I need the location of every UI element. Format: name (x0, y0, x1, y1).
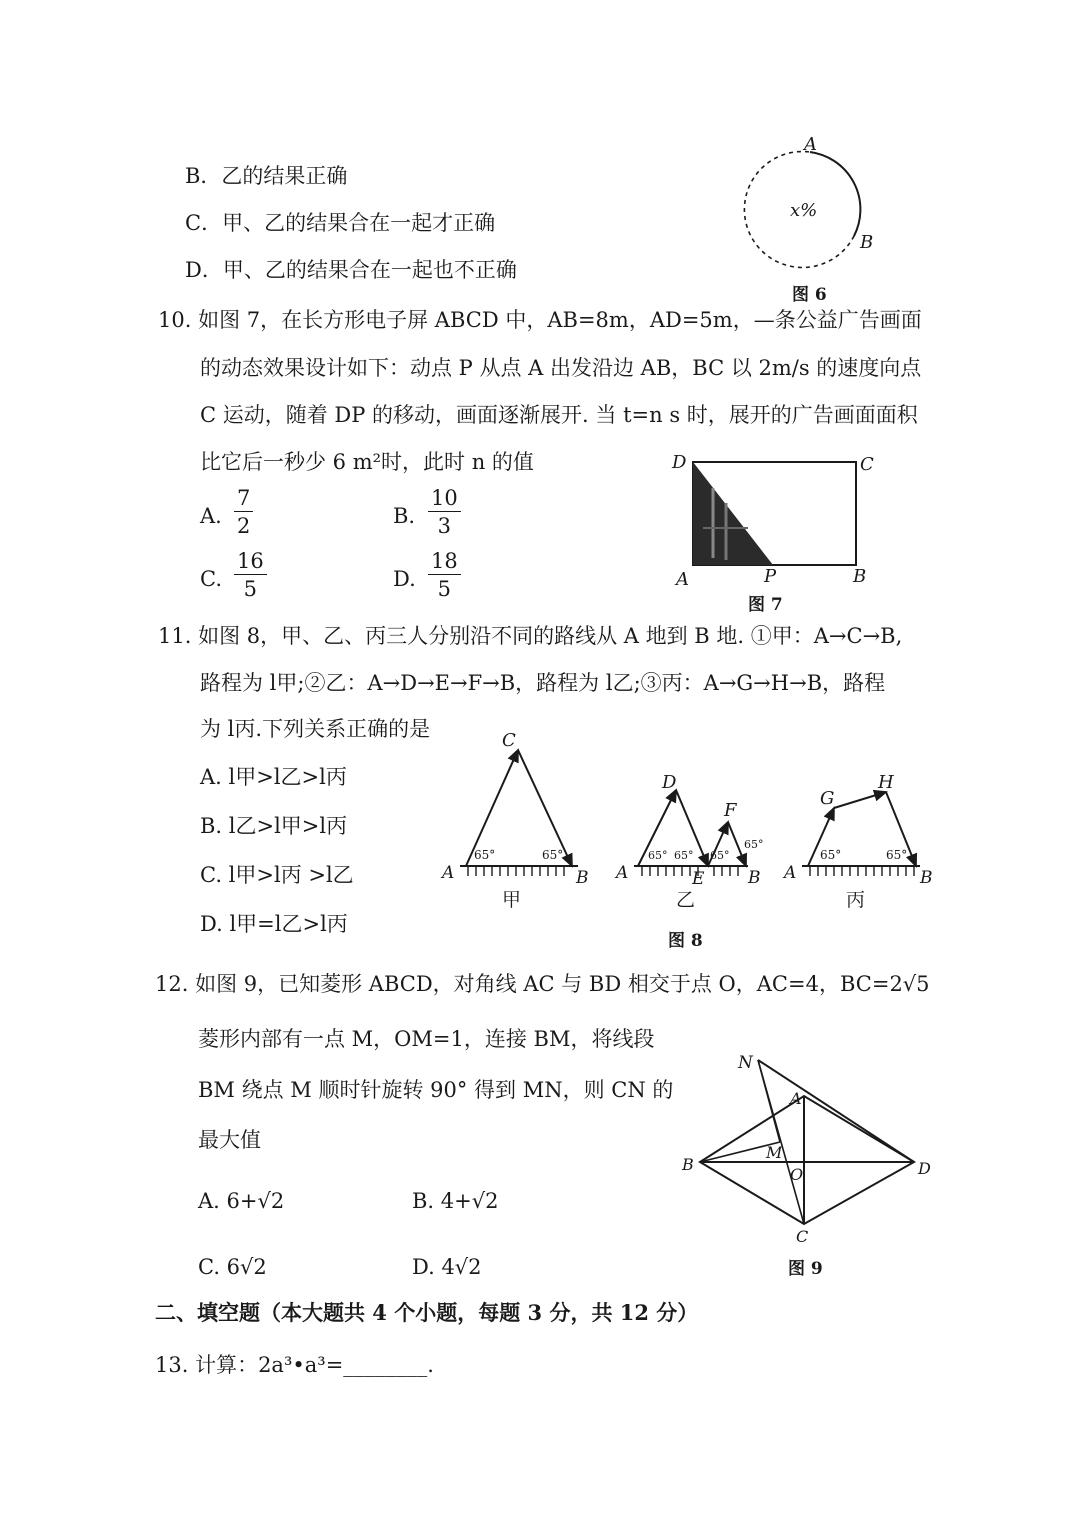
fig7-label-p: P (764, 566, 777, 587)
fig8-caption-jia: 甲 (502, 889, 522, 911)
fig8-caption-yi: 乙 (676, 889, 696, 911)
q12-line3: BM 绕点 M 顺时针旋转 90° 得到 MN，则 CN 的 (198, 1078, 674, 1102)
fig9-rhombus (700, 1096, 914, 1224)
fig8-label-f: F (724, 800, 737, 821)
figure-8 (438, 728, 938, 918)
fig8-label-g: G (820, 788, 835, 809)
fig9-label-n: N (738, 1053, 753, 1073)
fig8-caption-bing: 丙 (846, 889, 866, 911)
fig8-label-e: E (692, 869, 705, 889)
fig9-label-o: O (790, 1165, 804, 1184)
q10-option-a-fraction: $\frac{7}{2}$ (234, 485, 253, 540)
fig6-label-a: A (804, 134, 817, 155)
q10-option-c-label: C. (200, 567, 222, 591)
q11-line1: 11. 如图 8，甲、乙、丙三人分别沿不同的路线从 A 地到 B 地. ①甲：A→C→B, (158, 624, 903, 648)
fig8-jia-angle-a: 65° (474, 848, 496, 862)
q10-option-b-fraction: $\frac{10}{3}$ (428, 485, 461, 540)
fig8-yi (614, 772, 764, 911)
figure-7 (668, 448, 888, 593)
q11-option-b: B. l乙>l甲>l丙 (200, 814, 348, 838)
fig9-label-a: A (790, 1089, 802, 1108)
fig8-label-c: C (502, 730, 516, 751)
q10-line1: 10. 如图 7，在长方形电子屏 ABCD 中，AB=8m，AD=5m，—条公益广告画面 (158, 308, 922, 332)
q11-option-a: A. l甲>l乙>l丙 (200, 765, 347, 789)
q10-option-d-fraction: $\frac{18}{5}$ (428, 548, 461, 603)
q9-option-d: D．甲、乙的结果合在一起也不正确 (185, 258, 517, 282)
figure-9 (676, 1046, 946, 1246)
q9-option-c: C．甲、乙的结果合在一起才正确 (185, 211, 496, 235)
fig8-jia (440, 730, 589, 911)
fig8-bing-label-a: A (784, 863, 797, 883)
q12-line2: 菱形内部有一点 M，OM=1，连接 BM，将线段 (198, 1027, 655, 1051)
fig7-shaded-region (693, 462, 773, 565)
q10-line4: 比它后一秒少 6 m²时，此时 n 的值 (200, 450, 534, 474)
fig7-label-b: B (853, 566, 867, 587)
fig7-label-d: D (672, 452, 687, 473)
fig7-label-a: A (676, 569, 689, 590)
fig9-caption: 图 9 (788, 1259, 823, 1279)
fig8-bing-angle-b: 65° (886, 848, 908, 862)
q13-text: 13. 计算：2a³•a³=________. (155, 1353, 434, 1377)
fig8-bing (782, 772, 933, 911)
q11-line3: 为 l丙.下列关系正确的是 (200, 717, 431, 741)
fig8-yi-angle-1: 65° (648, 849, 668, 862)
fig8-bing-angle-a: 65° (820, 848, 842, 862)
q10-option-c-fraction: $\frac{16}{5}$ (234, 548, 267, 603)
q12-option-d: D. 4√2 (412, 1255, 482, 1279)
fig6-label-b: B (860, 232, 874, 253)
fig8-bing-label-b: B (920, 868, 933, 888)
fig7-caption: 图 7 (748, 595, 783, 615)
q11-line2: 路程为 l甲;②乙：A→D→E→F→B，路程为 l乙;③丙：A→G→H→B，路程 (200, 671, 886, 695)
fig8-yi-label-b: B (748, 868, 761, 888)
q10-option-d-label: D. (393, 567, 416, 591)
fig8-yi-angle-2: 65° (674, 849, 694, 862)
fig8-yi-angle-3: 65° (710, 849, 730, 862)
fig9-label-m: M (766, 1143, 783, 1162)
q12-line4: 最大值 (198, 1128, 261, 1152)
fig8-caption: 图 8 (668, 931, 703, 951)
q11-option-c: C. l甲>l丙 >l乙 (200, 863, 354, 887)
fig8-yi-angle-4: 65° (744, 838, 764, 851)
fig8-jia-label-b: B (576, 868, 589, 888)
fig7-label-c: C (860, 454, 874, 475)
fig6-caption: 图 6 (792, 285, 827, 305)
q10-line3: C 运动，随着 DP 的移动，画面逐渐展开. 当 t=n s 时，展开的广告画面面积 (200, 403, 918, 427)
q10-option-a-label: A. (200, 504, 222, 528)
fig8-jia-label-a: A (442, 863, 455, 883)
fig8-yi-label-a: A (616, 863, 629, 883)
q12-line1: 12. 如图 9，已知菱形 ABCD，对角线 AC 与 BD 相交于点 O，AC=4，BC=2√5 (155, 972, 930, 996)
fig9-label-d: D (918, 1159, 931, 1178)
fig8-label-d: D (662, 772, 677, 793)
q11-option-d: D. l甲=l乙>l丙 (200, 912, 348, 936)
fig9-label-c: C (796, 1227, 809, 1246)
q12-option-b: B. 4+√2 (412, 1189, 499, 1213)
q10-line2: 的动态效果设计如下：动点 P 从点 A 出发沿边 AB，BC 以 2m/s 的速度向点 (200, 356, 922, 380)
q10-option-b-label: B. (393, 504, 416, 528)
q12-option-c: C. 6√2 (198, 1255, 267, 1279)
fig9-label-b: B (682, 1155, 694, 1174)
section-2-title: 二、填空题（本大题共 4 个小题，每题 3 分，共 12 分） (155, 1300, 699, 1325)
q12-option-a: A. 6+√2 (198, 1189, 285, 1213)
fig6-center-label: x% (790, 200, 818, 221)
fig8-label-h: H (878, 772, 894, 793)
q9-option-b: B．乙的结果正确 (185, 164, 348, 188)
fig8-jia-angle-b: 65° (542, 848, 564, 862)
